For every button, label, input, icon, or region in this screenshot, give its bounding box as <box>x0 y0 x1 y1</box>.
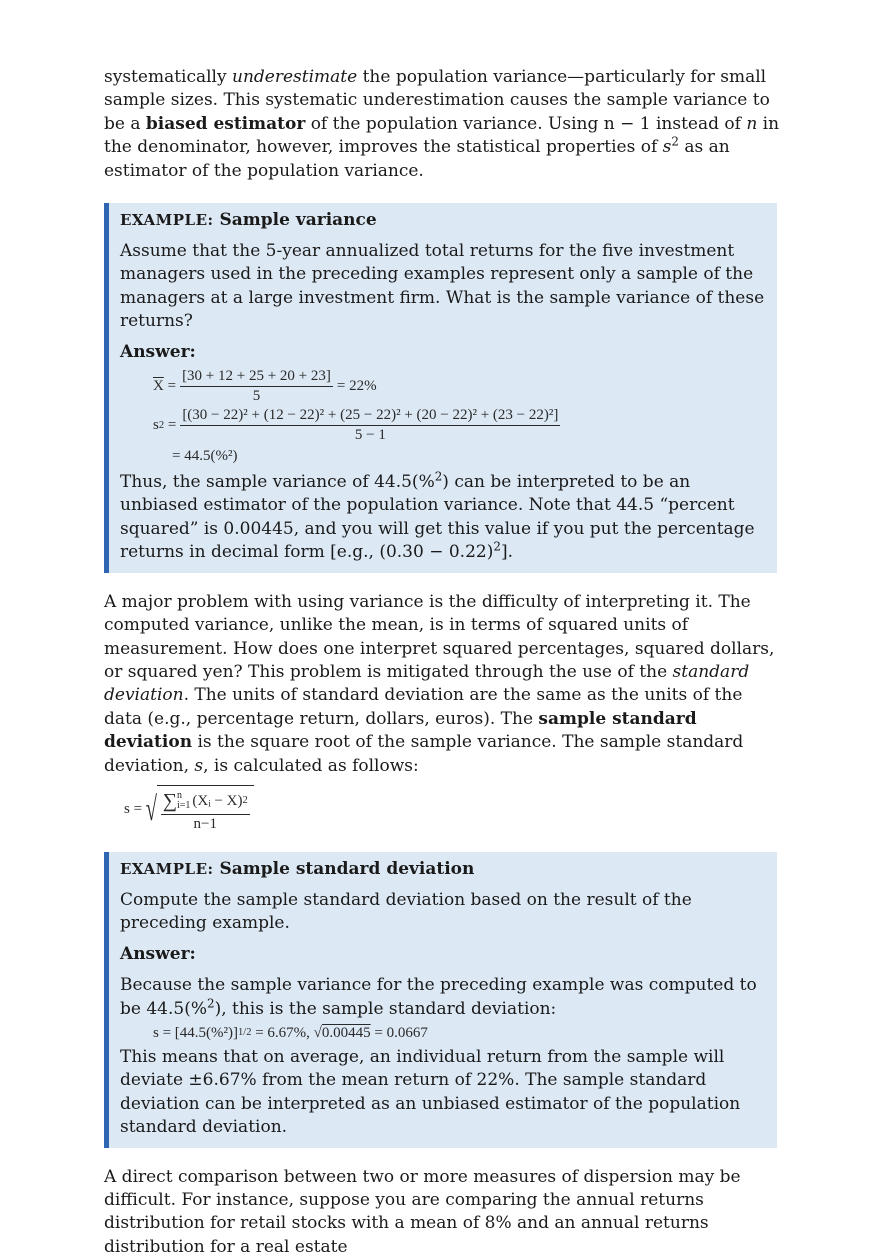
example-question: Compute the sample standard deviation based on the result of the preceding example. <box>120 889 692 934</box>
std-dev-calc: s = [44.5(%²)] 1/2 = 6.67%, √ 0.00445 = 0.0667 <box>153 1024 428 1041</box>
answer-label: Answer: <box>120 341 196 362</box>
answer-label: Answer: <box>120 943 196 964</box>
sample-std-dev-formula: s = √ ∑ n i=1 (Xᵢ − X) 2 n−1 <box>124 782 780 838</box>
mean-equation: $\overline{X}$ = $\frac{[30 + 12 + 25 + 20 + 23]}{5}$ = 22% s 2 = [(30 − 22)² + (12 − 22)² + (25 − 22)² + (20 − 22)² + (23 − 22)²] 5 − 1 = 44.5(%²) <box>120 368 767 465</box>
closing-paragraph: A direct comparison between two or more measures of dispersion may be difficult. For instance, suppose you are comparing the annual returns distribution for retail stocks with a mean of 8% and an annual returns distribution for a real estate <box>104 1166 741 1257</box>
std-dev-paragraph: A major problem with using variance is the difficulty of interpreting it. The computed variance, unlike the mean, is in terms of squared units of measurement. How does one interpret squared percentages, squared dollars, or squared yen? This problem is mitigated through the use of the standard deviation. The units of standard deviation are the same as the units of the data (e.g., percentage return, dollars, euros). The sample standard deviation is the square root of the sample variance. The sample standard deviation, s, is calculated as follows: <box>104 591 775 776</box>
example-question: Assume that the 5-year annualized total returns for the five investment managers used in the preceding examples represent only a sample of the managers at a large investment firm. What is the sample variance of these returns? <box>120 241 765 332</box>
example-heading: EXAMPLE: Sample standard deviation <box>120 858 475 879</box>
intro-paragraph: systematically underestimate the population variance—particularly for small sample sizes. This systematic underestimation causes the sample variance to be a biased estimator of the population variance. Using n − 1 instead of n in the denominator, however, improves the statistical properties of $s^2$ as an estimator of the population variance. <box>104 67 780 181</box>
example-box-sample-variance <box>104 203 777 573</box>
document-page <box>104 66 780 1259</box>
example-conclusion: Thus, the sample variance of 44.5(%$^2$) can be interpreted to be an unbiased estimator of the population variance. Note that 44.5 “percent squared” is 0.00445, and you will get this value if you put the percentage returns in decimal form [e.g., $(0.30 - 0.22)^2$]. <box>120 469 755 563</box>
variance-equation: s 2 = [(30 − 22)² + (12 − 22)² + (25 − 22)² + (20 − 22)² + (23 − 22)²] 5 − 1 <box>153 407 559 444</box>
variance-result: = 44.5(%²) <box>172 448 238 465</box>
example-heading: EXAMPLE: Sample variance <box>120 210 377 231</box>
example-box-sample-std-dev <box>104 852 777 1148</box>
example-answer-text: Because the sample variance for the preceding example was computed to be 44.5(%$^2$), this is the sample standard deviation: <box>120 975 757 1019</box>
example-conclusion: This means that on average, an individual return from the sample will deviate ±6.67% from the mean return of 22%. The sample standard deviation can be interpreted as an unbiased estimator of the population standard deviation. <box>120 1046 741 1138</box>
